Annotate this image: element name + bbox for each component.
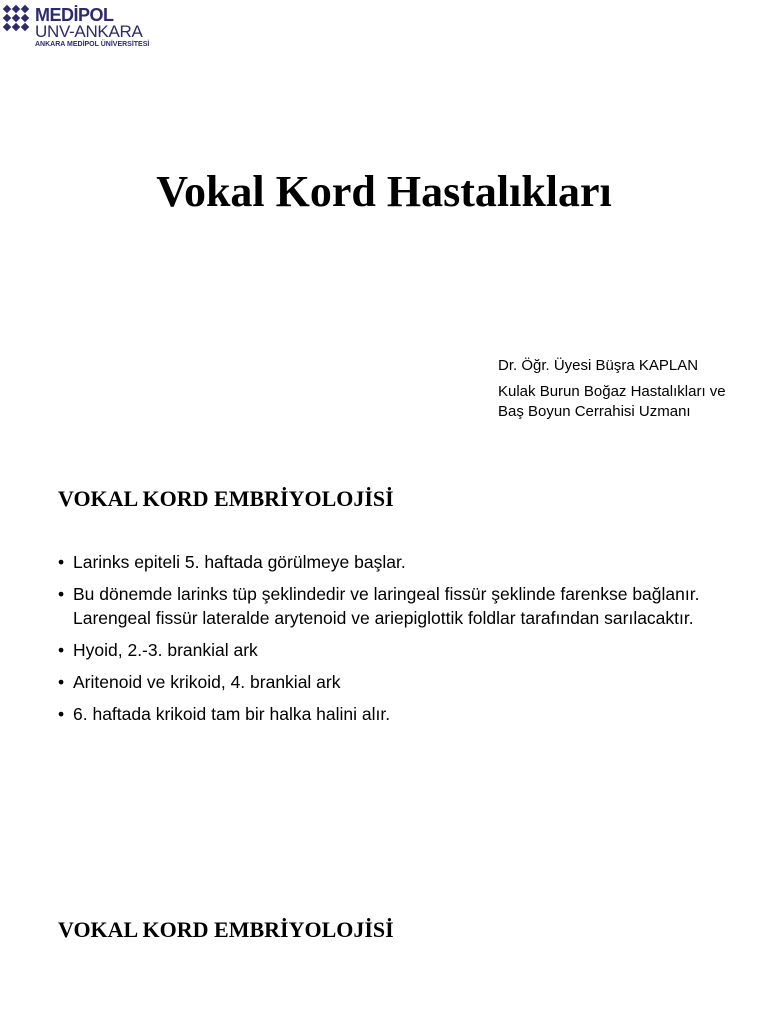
bullet-icon: • bbox=[58, 584, 65, 604]
bullet-icon: • bbox=[58, 672, 65, 692]
bullet-text: Larinks epiteli 5. haftada görülmeye başlar. bbox=[73, 552, 406, 572]
author-specialty-line-2: Baş Boyun Cerrahisi Uzmanı bbox=[498, 403, 691, 420]
section-heading-embryology: VOKAL KORD EMBRİYOLOJİSİ bbox=[58, 486, 394, 511]
bullet-text: Hyoid, 2.-3. brankial ark bbox=[73, 640, 258, 660]
university-logo bbox=[2, 2, 162, 50]
list-item bbox=[58, 550, 748, 574]
list-item bbox=[58, 582, 748, 630]
list-item bbox=[58, 702, 748, 726]
bullet-icon: • bbox=[58, 552, 65, 572]
bullet-text: Aritenoid ve krikoid, 4. brankial ark bbox=[73, 672, 341, 692]
bullet-list bbox=[58, 550, 748, 734]
list-item bbox=[58, 638, 748, 662]
bullet-icon: • bbox=[58, 704, 65, 724]
section-heading-embryology-2: VOKAL KORD EMBRİYOLOJİSİ bbox=[58, 917, 394, 942]
logo-campus: UNV-ANKARA bbox=[35, 22, 143, 41]
bullet-text: 6. haftada krikoid tam bir halka halini alır. bbox=[73, 704, 391, 724]
slide-title: Vokal Kord Hastalıkları bbox=[156, 167, 612, 216]
bullet-text: Bu dönemde larinks tüp şeklindedir ve laringeal fissür şeklinde farenkse bağlanır. Larengeal fissür lateralde arytenoid ve ariepiglottik foldlar tarafından sarılacaktır. bbox=[73, 584, 700, 628]
author-block bbox=[498, 356, 726, 422]
list-item bbox=[58, 670, 748, 694]
logo-tagline: ANKARA MEDİPOL ÜNİVERSİTESİ bbox=[35, 41, 150, 48]
logo-name: MEDİPOL bbox=[35, 5, 114, 25]
author-name: Dr. Öğr. Üyesi Büşra KAPLAN bbox=[498, 357, 699, 374]
bullet-icon: • bbox=[58, 640, 65, 660]
author-specialty-line-1: Kulak Burun Boğaz Hastalıkları ve bbox=[498, 383, 726, 400]
medipol-logo-icon bbox=[2, 4, 30, 32]
